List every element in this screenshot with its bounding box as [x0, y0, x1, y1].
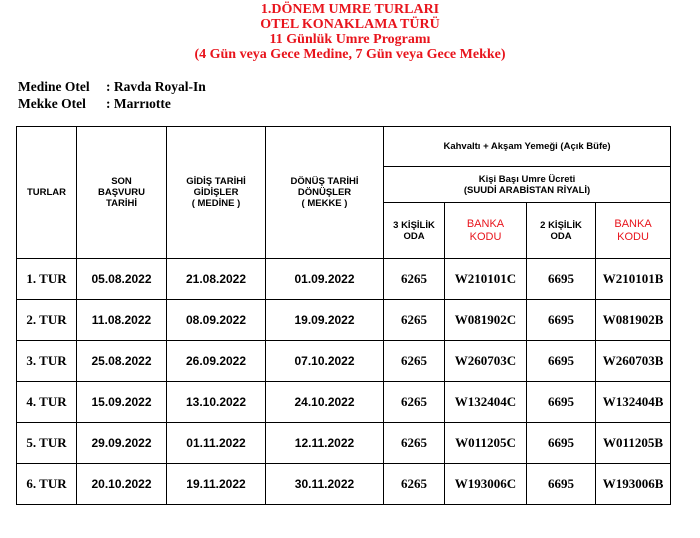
deadline-cell: 15.09.2022	[77, 382, 167, 423]
header-tours: TURLAR	[17, 127, 77, 259]
return-cell: 24.10.2022	[266, 382, 384, 423]
price-room-2-cell: 6695	[527, 423, 596, 464]
price-room-3-cell: 6265	[384, 382, 445, 423]
hotel-value: : Marrıotte	[106, 96, 171, 111]
deadline-cell: 20.10.2022	[77, 464, 167, 505]
header-meal: Kahvaltı + Akşam Yemeği (Açık Büfe)	[384, 127, 671, 167]
tour-cell: 1. TUR	[17, 259, 77, 300]
departure-cell: 26.09.2022	[167, 341, 266, 382]
title-line-2: OTEL KONAKLAMA TÜRÜ	[260, 17, 440, 32]
price-room-3-cell: 6265	[384, 341, 445, 382]
price-room-2-cell: 6695	[527, 464, 596, 505]
table-row	[17, 341, 671, 382]
header-price: Kişi Başı Umre Ücreti (SUUDİ ARABİSTAN RİYALİ)	[384, 167, 671, 203]
price-room-2-cell: 6695	[527, 382, 596, 423]
header-departure: GİDİŞ TARİHİ GİDİŞLER ( MEDİNE )	[167, 127, 266, 259]
bank-code-3-cell: W132404C	[445, 382, 527, 423]
tour-table	[16, 126, 671, 505]
deadline-cell: 05.08.2022	[77, 259, 167, 300]
page-header	[0, 2, 700, 62]
title-line-4: (4 Gün veya Gece Medine, 7 Gün veya Gece Mekke)	[194, 47, 506, 62]
price-room-3-cell: 6265	[384, 423, 445, 464]
bank-code-2-cell: W132404B	[596, 382, 671, 423]
header-bank-code-3: BANKA KODU	[445, 203, 527, 259]
return-cell: 07.10.2022	[266, 341, 384, 382]
bank-code-3-cell: W193006C	[445, 464, 527, 505]
hotel-row-mekke	[18, 95, 206, 112]
table-head	[17, 127, 671, 259]
price-room-3-cell: 6265	[384, 464, 445, 505]
departure-cell: 01.11.2022	[167, 423, 266, 464]
bank-code-2-cell: W210101B	[596, 259, 671, 300]
table-row	[17, 300, 671, 341]
departure-cell: 21.08.2022	[167, 259, 266, 300]
departure-cell: 19.11.2022	[167, 464, 266, 505]
deadline-cell: 25.08.2022	[77, 341, 167, 382]
bank-code-3-cell: W210101C	[445, 259, 527, 300]
hotel-info	[18, 78, 206, 112]
bank-code-2-cell: W193006B	[596, 464, 671, 505]
return-cell: 12.11.2022	[266, 423, 384, 464]
price-room-2-cell: 6695	[527, 341, 596, 382]
price-room-2-cell: 6695	[527, 259, 596, 300]
return-cell: 30.11.2022	[266, 464, 384, 505]
bank-code-2-cell: W081902B	[596, 300, 671, 341]
title-line-3: 11 Günlük Umre Programı	[269, 32, 431, 47]
deadline-cell: 29.09.2022	[77, 423, 167, 464]
header-bank-code-2: BANKA KODU	[596, 203, 671, 259]
departure-cell: 08.09.2022	[167, 300, 266, 341]
hotel-value: : Ravda Royal-In	[106, 79, 206, 94]
bank-code-3-cell: W081902C	[445, 300, 527, 341]
bank-code-2-cell: W260703B	[596, 341, 671, 382]
hotel-row-medine	[18, 78, 206, 95]
return-cell: 01.09.2022	[266, 259, 384, 300]
table-row	[17, 464, 671, 505]
table-row	[17, 382, 671, 423]
header-return: DÖNÜŞ TARİHİ DÖNÜŞLER ( MEKKE )	[266, 127, 384, 259]
bank-code-3-cell: W260703C	[445, 341, 527, 382]
tour-cell: 4. TUR	[17, 382, 77, 423]
table-body	[17, 259, 671, 505]
bank-code-3-cell: W011205C	[445, 423, 527, 464]
tour-cell: 2. TUR	[17, 300, 77, 341]
tour-cell: 6. TUR	[17, 464, 77, 505]
price-room-3-cell: 6265	[384, 300, 445, 341]
return-cell: 19.09.2022	[266, 300, 384, 341]
tour-cell: 5. TUR	[17, 423, 77, 464]
header-room-2: 2 KİŞİLİK ODA	[527, 203, 596, 259]
hotel-label: Medine Otel	[18, 79, 90, 94]
table-row	[17, 423, 671, 464]
header-deadline: SON BAŞVURU TARİHİ	[77, 127, 167, 259]
price-room-3-cell: 6265	[384, 259, 445, 300]
title-line-1: 1.DÖNEM UMRE TURLARI	[260, 2, 440, 17]
header-room-3: 3 KİŞİLİK ODA	[384, 203, 445, 259]
price-room-2-cell: 6695	[527, 300, 596, 341]
departure-cell: 13.10.2022	[167, 382, 266, 423]
table-row	[17, 259, 671, 300]
tour-cell: 3. TUR	[17, 341, 77, 382]
deadline-cell: 11.08.2022	[77, 300, 167, 341]
bank-code-2-cell: W011205B	[596, 423, 671, 464]
hotel-label: Mekke Otel	[18, 96, 86, 111]
